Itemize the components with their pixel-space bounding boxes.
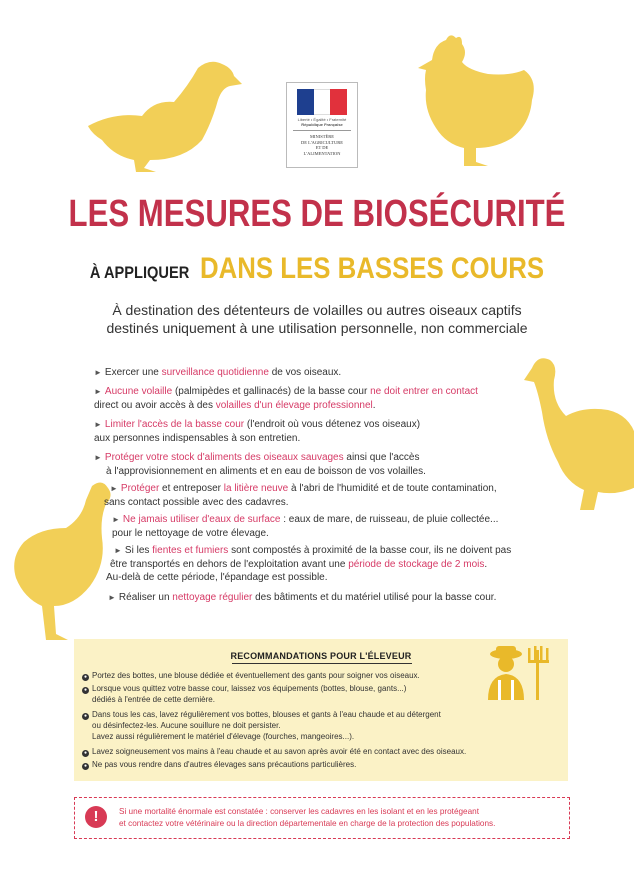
arrow-icon: ►	[94, 420, 102, 429]
alert-line: et contactez votre vétérinaire ou la direction départementale en charge de la protection des populations.	[119, 819, 496, 828]
arrow-icon: ►	[114, 546, 122, 555]
duck-icon	[84, 56, 244, 176]
subtitle-prefix: À APPLIQUER	[89, 263, 190, 282]
measure-item: ► Ne jamais utiliser d'eaux de surface : eaux de mare, de ruisseau, de pluie collectée... pour le nettoyage de votre élevage.	[112, 514, 499, 539]
intro-line: destinés uniquement à une utilisation personnelle, non commerciale	[106, 320, 528, 336]
recommendation-item: ou désinfectez-les. Aucune souillure ne doit persister.	[92, 721, 281, 730]
bullet-icon: ●	[83, 687, 88, 693]
logo-motto: Liberté • Égalité • Fraternité	[297, 117, 347, 122]
bullet-icon: ●	[83, 750, 88, 756]
recommendation-item: ● Dans tous les cas, lavez régulièrement vos bottes, blouses et gants à l'eau chaude et au détergent	[83, 710, 441, 719]
page-subtitle	[44, 252, 589, 286]
recommendations-title: RECOMMANDATIONS POUR L'ÉLEVEUR	[230, 651, 412, 661]
bullet-icon: ●	[83, 763, 88, 769]
recommendation-item: Lavez aussi régulièrement le matériel d'élevage (fourches, mangeoires...).	[92, 732, 355, 741]
measure-item: ► Exercer une surveillance quotidienne de vos oiseaux.	[94, 367, 342, 378]
intro-text	[60, 301, 574, 337]
measure-item: ► Réaliser un nettoyage régulier des bâtiments et du matériel utilisé pour la basse cour.	[108, 592, 497, 603]
measure-item: ► Protéger votre stock d'aliments des oiseaux sauvages ainsi que l'accès à l'approvisionnement en aliments et en eau de boisson de vos volailles.	[94, 452, 426, 477]
arrow-icon: ►	[110, 484, 118, 493]
measure-item: ► Si les fientes et fumiers sont compostés à proximité de la basse cour, ils ne doivent pas être transportés en dehors de l'exploitation avant une période de stockage de 2 mois. Au-delà de cette période, l'épandage est possible.	[106, 545, 512, 583]
arrow-icon: ►	[94, 368, 102, 377]
turkey-icon	[518, 346, 634, 516]
measure-item: ► Protéger et entreposer la litière neuve à l'abri de l'humidité et de toute contamination, sans contact possible avec des cadavres.	[104, 483, 497, 508]
ministry-logo	[286, 82, 358, 168]
arrow-icon: ►	[108, 593, 116, 602]
logo-ministry-line: L'ALIMENTATION	[303, 150, 341, 156]
intro-line: À destination des détenteurs de volailles ou autres oiseaux captifs	[112, 302, 522, 318]
subtitle-main: DANS LES BASSES COURS	[199, 252, 545, 285]
logo-ministry-line: MINISTÈRE	[310, 134, 334, 139]
alert-icon: !	[85, 806, 107, 828]
recommendation-item: dédiés à l'entrée de cette dernière.	[92, 695, 215, 704]
marianne-flag-icon	[297, 89, 347, 115]
measure-item: ► Aucune volaille (palmipèdes et gallinacés) de la basse cour ne doit entrer en contact direct ou avoir accès à des volailles d'un élevage professionnel.	[94, 386, 478, 411]
mortality-alert-box	[74, 797, 570, 839]
hen-icon	[392, 30, 542, 175]
recommendation-item: ● Ne pas vous rendre dans d'autres élevages sans précautions particulières.	[83, 760, 357, 769]
bullet-icon: ●	[83, 674, 88, 680]
bullet-icon: ●	[83, 713, 88, 719]
measure-item: ► Limiter l'accès de la basse cour (l'endroit où vous détenez vos oiseaux) aux personnes indispensables à son entretien.	[94, 419, 421, 444]
arrow-icon: ►	[112, 515, 120, 524]
recommendation-item: ● Lavez soigneusement vos mains à l'eau chaude et au savon après avoir été en contact avec des oiseaux.	[83, 747, 467, 756]
recommendation-item: ● Lorsque vous quittez votre basse cour, laissez vos équipements (bottes, blouse, gants...)	[83, 684, 407, 693]
logo-republic: République Française	[301, 122, 343, 127]
arrow-icon: ►	[94, 387, 102, 396]
alert-line: Si une mortalité énormale est constatée : conserver les cadavres en les isolant et en les protégeant	[119, 807, 479, 816]
logo-ministry-line: ET DE	[315, 145, 329, 150]
recommendation-item: ● Portez des bottes, une blouse dédiée et éventuellement des gants pour soigner vos oiseaux.	[83, 671, 420, 680]
page-title: LES MESURES DE BIOSÉCURITÉ	[68, 193, 566, 235]
farmer-icon	[480, 644, 560, 704]
arrow-icon: ►	[94, 453, 102, 462]
logo-ministry-line: DE L'AGRICULTURE	[300, 139, 344, 145]
